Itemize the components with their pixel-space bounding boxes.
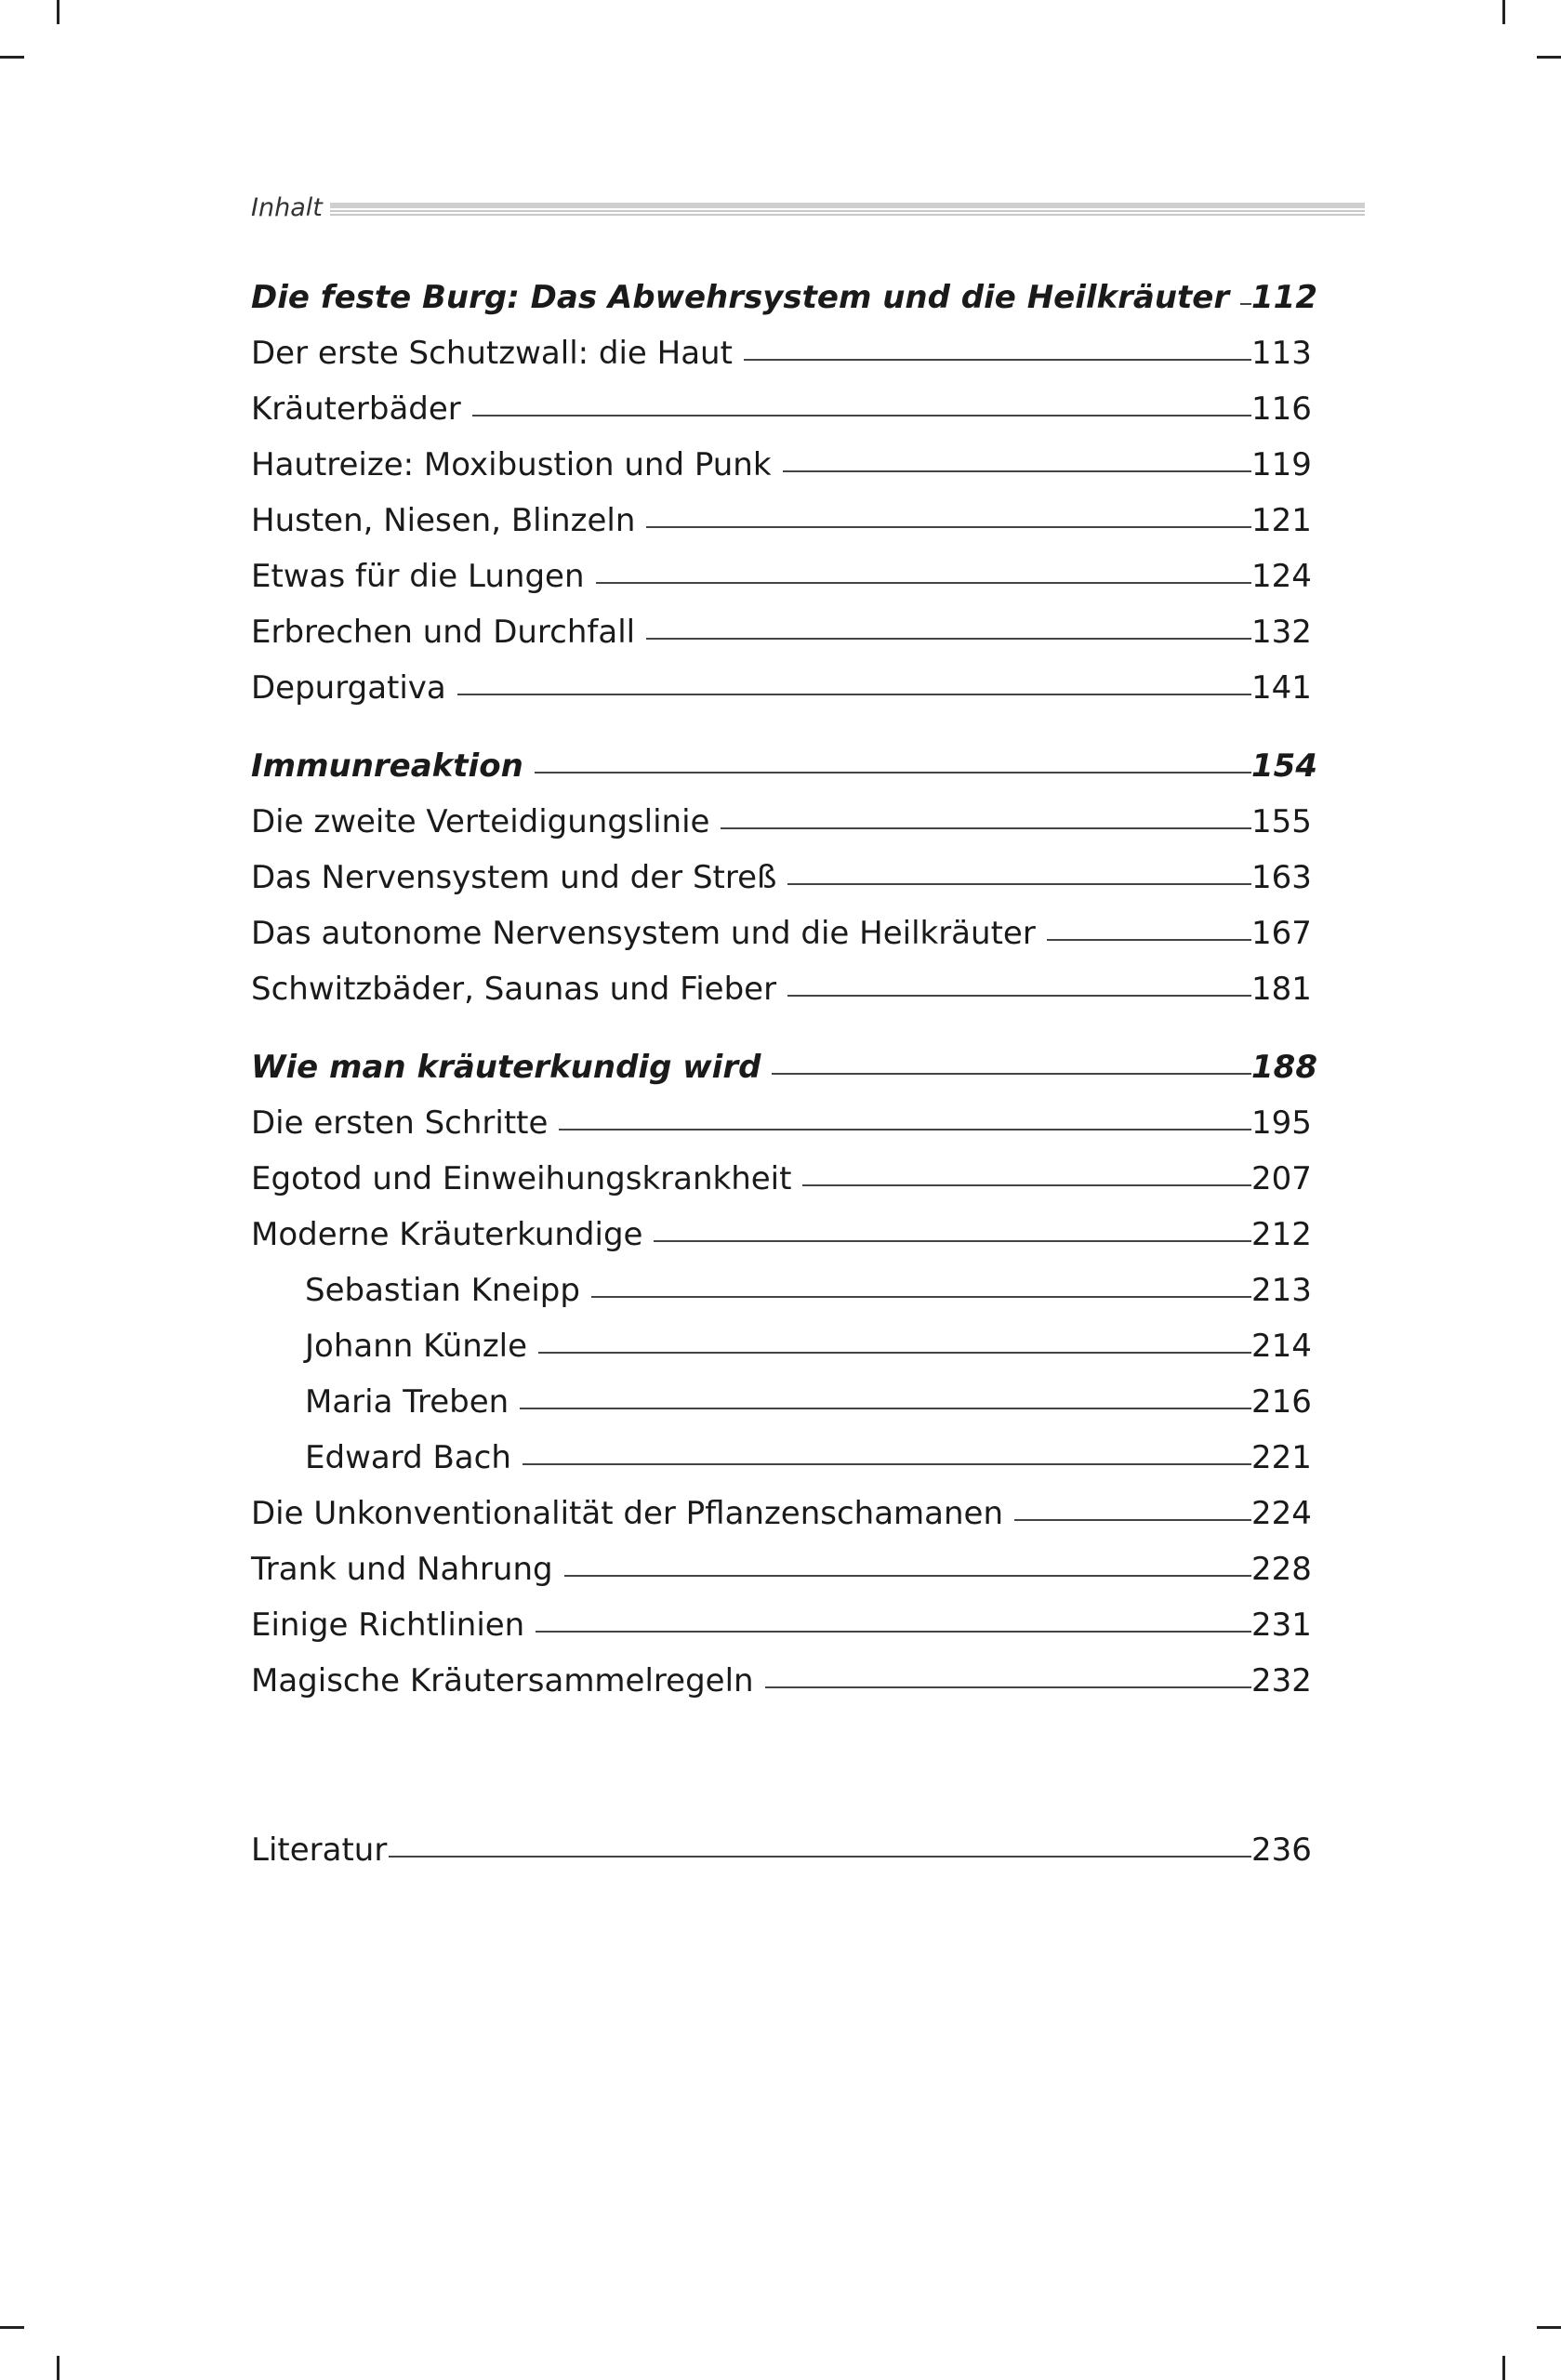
toc-leader [765,1686,1251,1688]
toc-appendix-entry[interactable] [251,1830,1312,1871]
toc-leader [596,582,1251,584]
toc-leader [457,694,1251,695]
toc-entry[interactable] [251,1605,1312,1646]
toc-entry[interactable] [251,389,1312,430]
toc-entry-title: Moderne Kräuterkundige [251,1216,643,1253]
toc-entry-title: Literatur [251,1831,388,1869]
crop-mark-top-right-horizontal [1537,56,1561,59]
toc-leader [535,772,1251,774]
toc-entry-title: Edward Bach [305,1439,511,1476]
toc-leader [389,1856,1251,1858]
toc-leader [1014,1519,1251,1521]
toc-entry[interactable] [251,556,1312,597]
toc-leader [787,995,1251,997]
toc-entry[interactable] [251,1158,1312,1199]
crop-mark-top-left-horizontal [0,56,24,59]
toc-entry-title: Egotod und Einweihungskrankheit [251,1160,792,1197]
toc-leader [744,359,1251,361]
toc-entry-title: Die Unkonventionalität der Pflanzenschamanen [251,1495,1004,1532]
toc-entry[interactable] [251,1103,1312,1144]
toc-entry-title: Kräuterbäder [251,390,461,428]
toc-entry-page: 212 [1251,1216,1312,1253]
toc-entry-title: Johann Künzle [305,1328,528,1365]
toc-entry-title: Einige Richtlinien [251,1606,525,1644]
toc-leader [721,827,1251,829]
toc-entry[interactable] [251,1493,1312,1534]
toc-leader [772,1073,1251,1075]
toc-entry[interactable] [251,1660,1312,1701]
toc-entry-page: 119 [1251,446,1312,483]
running-header-rule [330,203,1365,216]
toc-entry-title: Schwitzbäder, Saunas und Fieber [251,971,777,1008]
toc-entry-page: 213 [1251,1272,1312,1309]
crop-mark-top-right-vertical [1502,0,1505,24]
toc-entry[interactable] [251,444,1312,485]
toc-leader [591,1296,1251,1298]
running-header [251,190,1365,227]
toc-entry[interactable] [251,857,1312,898]
toc-entry-page: 155 [1251,803,1312,840]
toc-entry-page: 163 [1251,859,1312,896]
crop-mark-bottom-left-horizontal [0,2326,24,2329]
toc-entry-page: 207 [1251,1160,1312,1197]
toc-subentry[interactable] [305,1382,1312,1422]
toc-section-heading[interactable] [251,277,1317,318]
toc-leader [802,1184,1251,1186]
toc-leader [646,526,1251,528]
toc-entry-title: Die zweite Verteidigungslinie [251,803,710,840]
toc-entry-title: Trank und Nahrung [251,1551,553,1588]
toc-entry-page: 154 [1251,747,1317,785]
toc-entry-title: Erbrechen und Durchfall [251,614,636,651]
toc-subentry[interactable] [305,1437,1312,1478]
toc-entry[interactable] [251,1214,1312,1255]
toc-leader [520,1408,1251,1409]
toc-entry-page: 214 [1251,1328,1312,1365]
toc-entry-page: 167 [1251,915,1312,952]
toc-entry-page: 216 [1251,1383,1312,1421]
toc-entry[interactable] [251,969,1312,1010]
toc-entry-page: 188 [1251,1049,1317,1086]
toc-entry-page: 195 [1251,1104,1312,1142]
crop-mark-bottom-right-vertical [1502,2356,1505,2380]
toc-leader [559,1129,1251,1130]
toc-leader [654,1240,1251,1242]
toc-entry-page: 116 [1251,390,1312,428]
toc-leader [783,470,1251,472]
toc-section-heading[interactable] [251,1047,1317,1088]
toc-entry[interactable] [251,801,1312,842]
toc-entry-page: 236 [1251,1831,1312,1869]
toc-leader [472,415,1251,416]
toc-entry[interactable] [251,333,1312,374]
crop-mark-bottom-right-horizontal [1537,2326,1561,2329]
toc-entry-page: 228 [1251,1551,1312,1588]
toc-entry-title: Die feste Burg: Das Abwehrsystem und die Heilkräuter [251,279,1230,316]
toc-entry-page: 132 [1251,614,1312,651]
toc-entry[interactable] [251,500,1312,541]
toc-entry-page: 121 [1251,502,1312,539]
running-header-label: Inhalt [251,193,323,222]
toc-entry[interactable] [251,913,1312,954]
toc-entry-page: 124 [1251,558,1312,595]
toc-entry-page: 231 [1251,1606,1312,1644]
toc-leader [1240,303,1251,305]
toc-entry-title: Etwas für die Lungen [251,558,585,595]
toc-subentry[interactable] [305,1326,1312,1367]
toc-entry[interactable] [251,612,1312,653]
toc-entry[interactable] [251,668,1312,708]
toc-leader [564,1575,1251,1577]
toc-entry-title: Sebastian Kneipp [305,1272,580,1309]
toc-entry-title: Wie man kräuterkundig wird [251,1049,761,1086]
toc-entry-title: Magische Kräutersammelregeln [251,1662,754,1699]
crop-mark-top-left-vertical [57,0,60,24]
toc-entry-title: Depurgativa [251,669,446,707]
toc-entry-title: Die ersten Schritte [251,1104,549,1142]
toc-entry-title: Der erste Schutzwall: die Haut [251,335,733,372]
toc-entry-title: Immunreaktion [251,747,523,785]
toc-entry[interactable] [251,1549,1312,1590]
toc-leader [536,1631,1251,1633]
toc-entry-title: Hautreize: Moxibustion und Punk [251,446,772,483]
toc-entry-page: 232 [1251,1662,1312,1699]
toc-entry-page: 113 [1251,335,1312,372]
toc-entry-page: 221 [1251,1439,1312,1476]
toc-entry-title: Husten, Niesen, Blinzeln [251,502,636,539]
toc-entry-title: Das autonome Nervensystem und die Heilkräuter [251,915,1036,952]
toc-leader [646,638,1251,640]
toc-section-heading[interactable] [251,746,1317,787]
toc-entry-title: Maria Treben [305,1383,509,1421]
toc-subentry[interactable] [305,1270,1312,1311]
toc-entry-title: Das Nervensystem und der Streß [251,859,777,896]
toc-leader [1047,939,1251,941]
toc-entry-page: 112 [1251,279,1317,316]
toc-leader [538,1352,1251,1354]
toc-entry-page: 141 [1251,669,1312,707]
toc-leader [787,883,1251,885]
toc-entry-page: 181 [1251,971,1312,1008]
crop-mark-bottom-left-vertical [57,2356,60,2380]
toc-entry-page: 224 [1251,1495,1312,1532]
toc-leader [523,1463,1251,1465]
